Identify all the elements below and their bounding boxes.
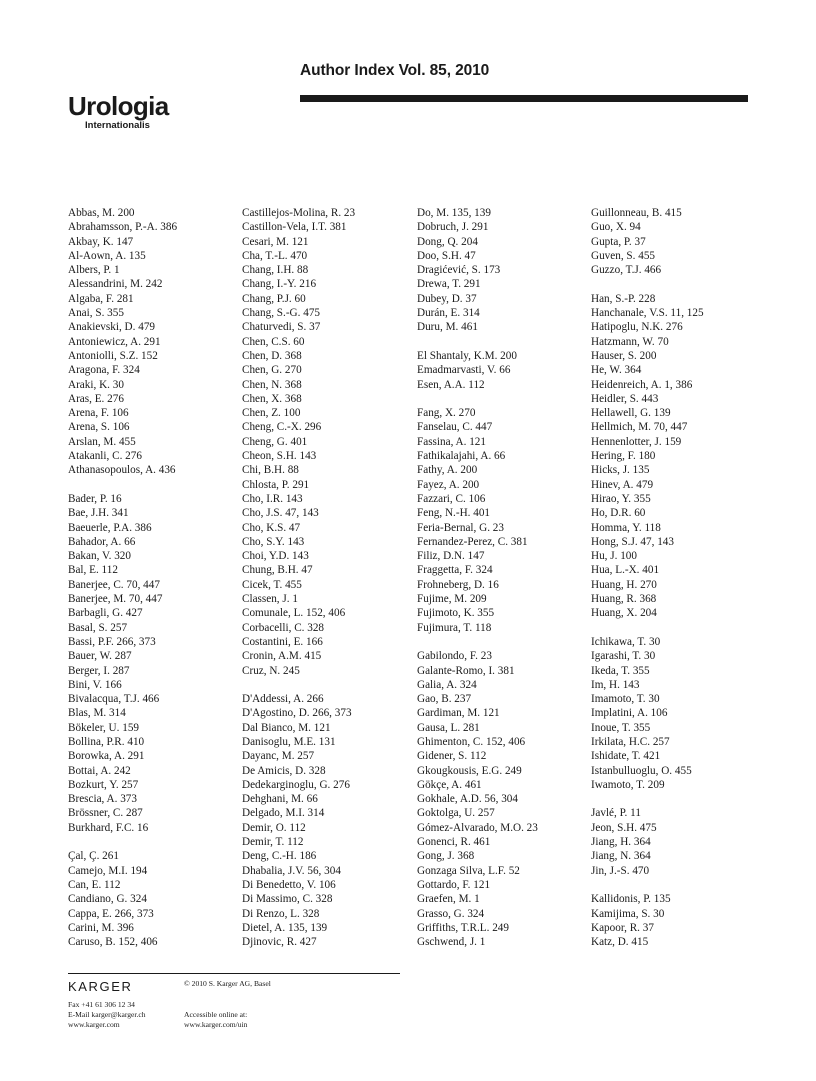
index-entry: Bal, E. 112	[68, 564, 118, 577]
index-entry: Arslan, M. 455	[68, 435, 136, 448]
index-entry: Algaba, F. 281	[68, 292, 134, 305]
index-entry: Gonenci, R. 461	[417, 836, 491, 849]
index-entry: Fanselau, C. 447	[417, 421, 493, 434]
index-entry: Danisoglu, M.E. 131	[242, 735, 336, 748]
index-entry: Inoue, T. 355	[591, 721, 651, 734]
index-entry: Chang, S.-G. 475	[242, 307, 321, 320]
index-entry: Hellmich, M. 70, 447	[591, 421, 688, 434]
index-entry: Basal, S. 257	[68, 621, 128, 634]
index-entry: Jin, J.-S. 470	[591, 864, 650, 877]
index-entry: Cesari, M. 121	[242, 235, 309, 248]
index-entry: Barbagli, G. 427	[68, 607, 143, 620]
index-entry: Athanasopoulos, A. 436	[68, 464, 176, 477]
index-entry: Arena, F. 106	[68, 407, 129, 420]
index-entry: Bökeler, U. 159	[68, 721, 140, 734]
index-entry: Banerjee, C. 70, 447	[68, 578, 160, 591]
index-entry: Hauser, S. 200	[591, 349, 657, 362]
index-entry: Bauer, W. 287	[68, 650, 132, 663]
index-entry: Demir, O. 112	[242, 821, 306, 834]
index-entry: Jiang, N. 364	[591, 850, 651, 863]
index-entry: Çal, Ç. 261	[68, 850, 119, 863]
index-entry: Castillejos-Molina, R. 23	[242, 207, 356, 219]
index-entry: Cheon, S.H. 143	[242, 450, 317, 463]
index-entry: Dhabalia, J.V. 56, 304	[242, 864, 341, 877]
index-entry: Doo, S.H. 47	[417, 249, 476, 262]
journal-name: Urologia	[68, 91, 169, 121]
index-entry: Aras, E. 276	[68, 392, 124, 405]
index-entry: Frohneberg, D. 16	[417, 578, 499, 591]
index-entry: Blas, M. 314	[68, 707, 126, 720]
website-link[interactable]: www.karger.com	[68, 1020, 120, 1029]
index-entry: Esen, A.A. 112	[417, 378, 485, 391]
index-entry: Dayanc, M. 257	[242, 750, 315, 763]
index-entry: Huang, X. 204	[591, 607, 657, 620]
index-entry: Istanbulluoglu, O. 455	[591, 764, 692, 777]
index-entry: Cho, J.S. 47, 143	[242, 507, 319, 520]
index-entry: Fernandez-Perez, C. 381	[417, 535, 528, 548]
index-entry: Bozkurt, Y. 257	[68, 778, 139, 791]
index-entry: Ishidate, T. 421	[591, 750, 661, 763]
journal-subtitle: Internationalis	[85, 120, 150, 131]
index-entry: Dietel, A. 135, 139	[242, 921, 328, 934]
index-entry: Heidler, S. 443	[591, 392, 659, 405]
index-entry: Cho, S.Y. 143	[242, 535, 305, 548]
index-entry: Gschwend, J. 1	[417, 936, 486, 949]
index-entry: Abbas, M. 200	[68, 207, 135, 219]
index-entry: Iwamoto, T. 209	[591, 778, 665, 791]
index-entry: Gottardo, F. 121	[417, 878, 491, 891]
index-entry: Antoniolli, S.Z. 152	[68, 349, 158, 362]
index-entry: Gkougkousis, E.G. 249	[417, 764, 522, 777]
index-entry: Bassi, P.F. 266, 373	[68, 635, 156, 648]
index-entry: Fassina, A. 121	[417, 435, 486, 448]
index-entry: Ikeda, T. 355	[591, 664, 650, 677]
index-entry: Fujimoto, K. 355	[417, 607, 495, 620]
access-url[interactable]: www.karger.com/uin	[184, 1020, 248, 1029]
index-entry: Chen, X. 368	[242, 392, 302, 405]
index-entry: Hering, F. 180	[591, 450, 656, 463]
page-title: Author Index Vol. 85, 2010	[300, 62, 490, 79]
index-entry: Chang, I.H. 88	[242, 264, 309, 277]
index-entry: Camejo, M.I. 194	[68, 864, 148, 877]
index-entry: Katz, D. 415	[591, 936, 649, 949]
index-entry: Anakievski, D. 479	[68, 321, 156, 334]
index-entry: Baeuerle, P.A. 386	[68, 521, 152, 534]
index-entry: Chen, G. 270	[242, 364, 302, 377]
index-entry: Hirao, Y. 355	[591, 492, 651, 505]
index-entry: Duru, M. 461	[417, 321, 478, 334]
index-entry: Gonzaga Silva, L.F. 52	[417, 864, 520, 877]
index-entry: Fang, X. 270	[417, 407, 476, 420]
index-entry: Burkhard, F.C. 16	[68, 821, 149, 834]
index-entry: Guo, X. 94	[591, 221, 641, 234]
index-entry: Bader, P. 16	[68, 492, 122, 505]
index-entry: Guillonneau, B. 415	[591, 207, 682, 219]
index-entry: Dehghani, M. 66	[242, 793, 318, 806]
index-column-4	[591, 206, 761, 949]
index-entry: Bollina, P.R. 410	[68, 735, 145, 748]
index-entry: Galia, A. 324	[417, 678, 477, 691]
index-entry: Hatipoglu, N.K. 276	[591, 321, 683, 334]
index-entry: Cicek, T. 455	[242, 578, 302, 591]
index-entry: Huang, H. 270	[591, 578, 657, 591]
index-entry: Fujimura, T. 118	[417, 621, 492, 634]
index-entry: Demir, T. 112	[242, 836, 304, 849]
index-entry: Hatzmann, W. 70	[591, 335, 669, 348]
index-entry: Gabilondo, F. 23	[417, 650, 492, 663]
index-entry: Dedekarginoglu, G. 276	[242, 778, 350, 791]
index-entry: Dong, Q. 204	[417, 235, 478, 248]
index-entry: Carini, M. 396	[68, 921, 134, 934]
index-entry: Emadmarvasti, V. 66	[417, 364, 511, 377]
index-entry: Bakan, V. 320	[68, 550, 131, 563]
index-entry: Graefen, M. 1	[417, 893, 480, 906]
index-entry: Hu, J. 100	[591, 550, 637, 563]
index-entry: Di Benedetto, V. 106	[242, 878, 336, 891]
index-entry: Can, E. 112	[68, 878, 121, 891]
index-entry: Akbay, K. 147	[68, 235, 134, 248]
index-entry: Dubey, D. 37	[417, 292, 477, 305]
index-entry: Al-Aown, A. 135	[68, 249, 146, 262]
index-entry: Irkilata, H.C. 257	[591, 735, 670, 748]
index-entry: Choi, Y.D. 143	[242, 550, 309, 563]
index-entry: Hicks, J. 135	[591, 464, 650, 477]
index-entry: Dal Bianco, M. 121	[242, 721, 331, 734]
index-entry: Durán, E. 314	[417, 307, 480, 320]
index-entry: Deng, C.-H. 186	[242, 850, 317, 863]
index-entry: Gao, B. 237	[417, 693, 472, 706]
index-entry: Homma, Y. 118	[591, 521, 661, 534]
header-rule	[300, 95, 748, 102]
index-entry: Chung, B.H. 47	[242, 564, 313, 577]
index-entry: Hinev, A. 479	[591, 478, 654, 491]
index-entry: Kamijima, S. 30	[591, 907, 665, 920]
index-entry: Ghimenton, C. 152, 406	[417, 735, 526, 748]
index-entry: Drewa, T. 291	[417, 278, 481, 291]
index-entry: Di Renzo, L. 328	[242, 907, 320, 920]
index-entry: Chang, P.J. 60	[242, 292, 306, 305]
index-entry: Cruz, N. 245	[242, 664, 300, 677]
index-entry: Delgado, M.I. 314	[242, 807, 325, 820]
index-entry: Chen, D. 368	[242, 349, 302, 362]
index-entry: Do, M. 135, 139	[417, 207, 491, 219]
index-entry: Ho, D.R. 60	[591, 507, 646, 520]
index-entry: Costantini, E. 166	[242, 635, 323, 648]
index-entry: Hellawell, G. 139	[591, 407, 671, 420]
index-entry: Caruso, B. 152, 406	[68, 936, 158, 949]
index-entry: Jeon, S.H. 475	[591, 821, 657, 834]
index-entry: He, W. 364	[591, 364, 642, 377]
index-entry: Albers, P. 1	[68, 264, 120, 277]
index-entry: Gausa, L. 281	[417, 721, 480, 734]
index-entry: Cho, K.S. 47	[242, 521, 301, 534]
index-entry: El Shantaly, K.M. 200	[417, 349, 517, 362]
fax-number: Fax +41 61 306 12 34	[68, 1000, 135, 1009]
index-entry: Goktolga, U. 257	[417, 807, 495, 820]
footer-rule	[68, 973, 400, 974]
index-entry: Kapoor, R. 37	[591, 921, 654, 934]
index-entry: Filiz, D.N. 147	[417, 550, 485, 563]
index-entry: Di Massimo, C. 328	[242, 893, 333, 906]
index-entry: Cheng, G. 401	[242, 435, 308, 448]
index-column-1	[68, 206, 238, 949]
index-entry: Antoniewicz, A. 291	[68, 335, 161, 348]
index-entry: Cronin, A.M. 415	[242, 650, 322, 663]
index-entry: Gökçe, A. 461	[417, 778, 482, 791]
index-entry: Huang, R. 368	[591, 593, 657, 606]
index-entry: Djinovic, R. 427	[242, 936, 317, 949]
index-entry: Fraggetta, F. 324	[417, 564, 493, 577]
index-entry: Fujime, M. 209	[417, 593, 487, 606]
index-entry: D'Agostino, D. 266, 373	[242, 707, 352, 720]
index-entry: Aragona, F. 324	[68, 364, 140, 377]
index-entry: Chen, C.S. 60	[242, 335, 305, 348]
index-entry: Imamoto, T. 30	[591, 693, 660, 706]
index-entry: Javlé, P. 11	[591, 807, 641, 820]
index-entry: Bivalacqua, T.J. 466	[68, 693, 160, 706]
index-entry: Hong, S.J. 47, 143	[591, 535, 674, 548]
index-column-2	[242, 206, 412, 949]
index-entry: Chen, Z. 100	[242, 407, 301, 420]
index-entry: Gong, J. 368	[417, 850, 475, 863]
index-entry: Heidenreich, A. 1, 386	[591, 378, 693, 391]
index-entry: Han, S.-P. 228	[591, 292, 656, 305]
index-entry: Fathikalajahi, A. 66	[417, 450, 506, 463]
index-entry: Castillon-Vela, I.T. 381	[242, 221, 347, 234]
index-entry: Jiang, H. 364	[591, 836, 651, 849]
index-entry: Brössner, C. 287	[68, 807, 143, 820]
index-entry: Hennenlotter, J. 159	[591, 435, 682, 448]
index-entry: Brescia, A. 373	[68, 793, 137, 806]
index-entry: Classen, J. 1	[242, 593, 298, 606]
index-entry: Cha, T.-L. 470	[242, 249, 308, 262]
index-entry: Feria-Bernal, G. 23	[417, 521, 504, 534]
index-entry: Alessandrini, M. 242	[68, 278, 163, 291]
index-entry: Bae, J.H. 341	[68, 507, 129, 520]
index-entry: Arena, S. 106	[68, 421, 130, 434]
index-entry: Gupta, P. 37	[591, 235, 646, 248]
index-entry: Bini, V. 166	[68, 678, 122, 691]
index-entry: Chen, N. 368	[242, 378, 302, 391]
index-entry: Atakanli, C. 276	[68, 450, 142, 463]
index-entry: Dobruch, J. 291	[417, 221, 489, 234]
index-entry: Cho, I.R. 143	[242, 492, 303, 505]
index-entry: Fazzari, C. 106	[417, 492, 486, 505]
index-entry: Guven, S. 455	[591, 249, 656, 262]
index-entry: Hanchanale, V.S. 11, 125	[591, 307, 704, 320]
index-entry: Chi, B.H. 88	[242, 464, 299, 477]
index-entry: Abrahamsson, P.-A. 386	[68, 221, 178, 234]
index-entry: Fayez, A. 200	[417, 478, 480, 491]
index-entry: Araki, K. 30	[68, 378, 124, 391]
index-entry: Chang, I.-Y. 216	[242, 278, 317, 291]
journal-logo	[68, 93, 169, 131]
index-entry: Candiano, G. 324	[68, 893, 147, 906]
index-entry: Gidener, S. 112	[417, 750, 487, 763]
index-entry: Gokhale, A.D. 56, 304	[417, 793, 518, 806]
index-entry: Dragićević, S. 173	[417, 264, 501, 277]
index-entry: Kallidonis, P. 135	[591, 893, 671, 906]
index-entry: De Amicis, D. 328	[242, 764, 326, 777]
index-entry: Implatini, A. 106	[591, 707, 668, 720]
access-label: Accessible online at:	[184, 1010, 248, 1019]
index-entry: Griffiths, T.R.L. 249	[417, 921, 509, 934]
index-entry: Anai, S. 355	[68, 307, 124, 320]
email-address: E-Mail karger@karger.ch	[68, 1010, 146, 1019]
index-entry: Cheng, C.-X. 296	[242, 421, 322, 434]
index-entry: Chlosta, P. 291	[242, 478, 310, 491]
index-entry: Bottai, A. 242	[68, 764, 131, 777]
index-entry: Banerjee, M. 70, 447	[68, 593, 163, 606]
access-block	[184, 1010, 247, 1030]
index-entry: D'Addessi, A. 266	[242, 693, 324, 706]
index-entry: Gómez-Alvarado, M.O. 23	[417, 821, 538, 834]
index-entry: Corbacelli, C. 328	[242, 621, 325, 634]
index-entry: Grasso, G. 324	[417, 907, 485, 920]
index-entry: Galante-Romo, I. 381	[417, 664, 515, 677]
index-entry: Berger, I. 287	[68, 664, 130, 677]
index-entry: Fathy, A. 200	[417, 464, 478, 477]
index-entry: Gardiman, M. 121	[417, 707, 500, 720]
copyright-notice: © 2010 S. Karger AG, Basel	[184, 979, 271, 988]
index-entry: Hua, L.-X. 401	[591, 564, 660, 577]
index-column-3	[417, 206, 587, 949]
index-entry: Cappa, E. 266, 373	[68, 907, 154, 920]
index-entry: Bahador, A. 66	[68, 535, 136, 548]
contact-block	[68, 1000, 146, 1030]
index-entry: Feng, N.-H. 401	[417, 507, 491, 520]
index-entry: Comunale, L. 152, 406	[242, 607, 346, 620]
index-entry: Guzzo, T.J. 466	[591, 264, 662, 277]
index-entry: Im, H. 143	[591, 678, 640, 691]
index-entry: Igarashi, T. 30	[591, 650, 656, 663]
publisher-logo: KARGER	[68, 979, 133, 994]
index-entry: Borowka, A. 291	[68, 750, 145, 763]
index-entry: Chaturvedi, S. 37	[242, 321, 321, 334]
index-entry: Ichikawa, T. 30	[591, 635, 661, 648]
